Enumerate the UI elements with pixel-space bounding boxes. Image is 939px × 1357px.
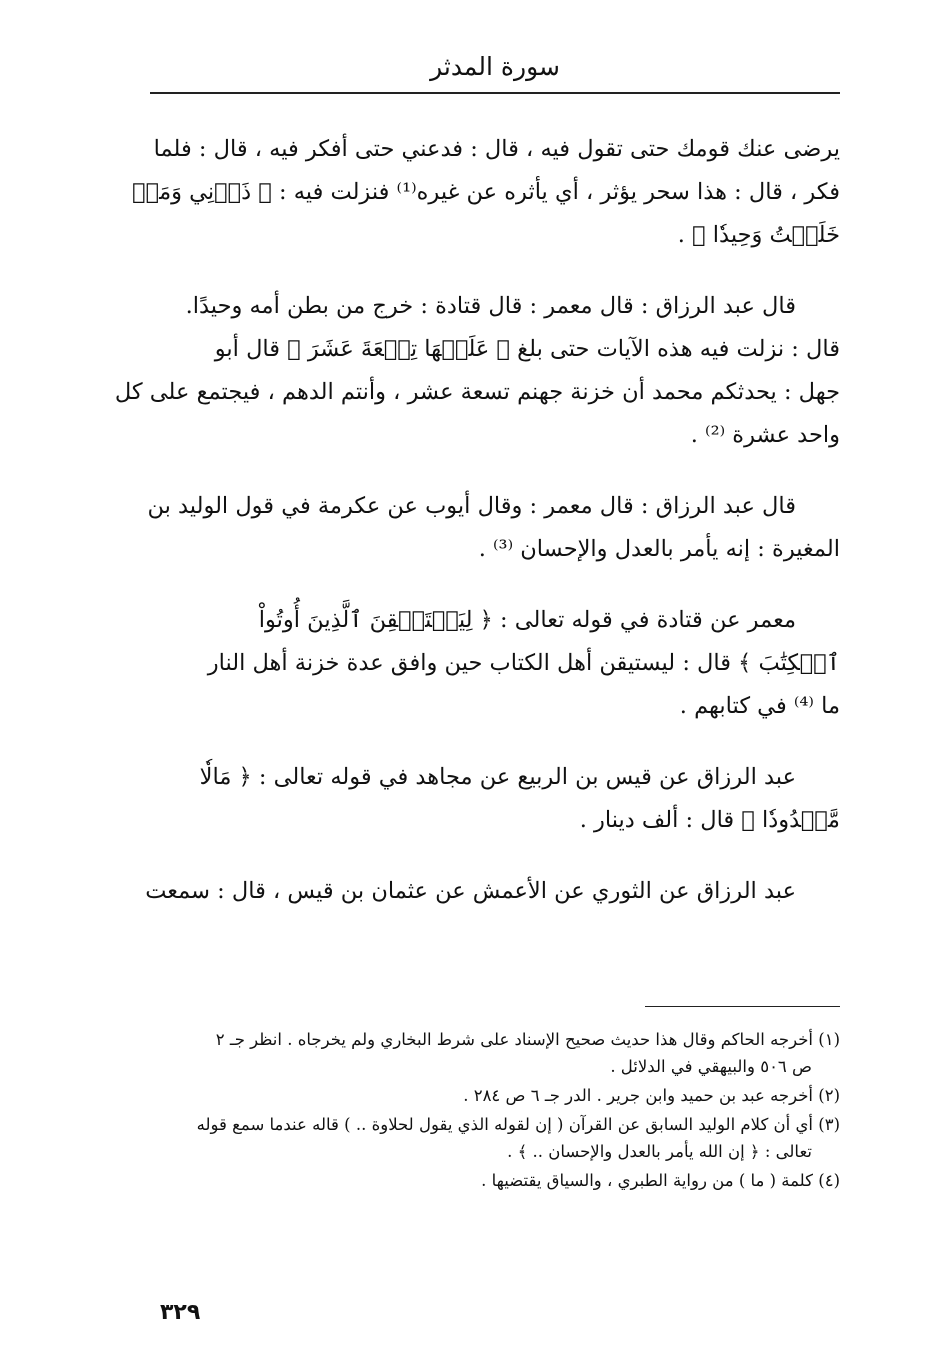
text-line: فكر ، قال : هذا سحر يؤثر ، أي يأثره عن غيره⁽¹⁾ فنزلت فيه : ﴿ ذَرۡنِي وَمَنۡ: [132, 179, 840, 205]
footnote-3: [150, 1111, 840, 1165]
footnote-line: تعالى : ﴿ إن الله يأمر بالعدل والإحسان .. ﴾ .: [507, 1142, 812, 1161]
paragraph-1: [132, 128, 840, 257]
text-line: مَّمۡدُودٗا ﴾ قال : ألف دينار .: [579, 807, 840, 833]
text-line: معمر عن قتادة في قوله تعالى : ﴿ لِيَسۡتَيۡقِنَ ٱلَّذِينَ أُوتُواْ: [258, 607, 796, 633]
page-number: ٣٢٩: [160, 1300, 201, 1325]
footnote-line: (٢) أخرجه عبد بن حميد وابن جرير . الدر جـ ٦ ص ٢٨٤ .: [463, 1086, 840, 1105]
text-line: قال عبد الرزاق : قال معمر : وقال أيوب عن عكرمة في قول الوليد بن: [147, 493, 796, 519]
text-line: ٱلۡكِتَٰبَ ﴾ قال : ليستيقن أهل الكتاب حين وافق عدة خزنة أهل النار: [207, 650, 840, 676]
text-line: عبد الرزاق عن قيس بن الربيع عن مجاهد في قوله تعالى : ﴿ مَالٗا: [199, 764, 796, 790]
text-line: يرضى عنك قومك حتى تقول فيه ، قال : فدعني حتى أفكر فيه ، قال : فلما: [153, 136, 840, 162]
text-line: واحد عشرة ⁽²⁾ .: [690, 422, 840, 448]
header-divider: [150, 92, 840, 94]
footnote-line: (٤) كلمة ( ما ) من رواية الطبري ، والسياق يقتضيها .: [481, 1171, 840, 1190]
text-line: قال عبد الرزاق : قال معمر : قال قتادة : خرج من بطن أمه وحيدًا.: [185, 293, 796, 319]
text-line: جهل : يحدثكم محمد أن خزنة جهنم تسعة عشر ، وأنتم الدهم ، فيجتمع على كل: [114, 379, 840, 405]
running-head-title: سورة المدثر: [430, 52, 560, 81]
footnote-1: [150, 1026, 840, 1080]
footnote-line: (٣) أي أن كلام الوليد السابق عن القرآن ( إن لقوله الذي يقول لحلاوة .. ) قاله عندما سمع قوله: [196, 1115, 840, 1134]
footnote-divider: [645, 1006, 840, 1007]
main-text: [114, 128, 840, 941]
text-line: خَلَقۡتُ وَحِيدٗا ﴾ .: [677, 222, 840, 248]
paragraph-6: [145, 870, 840, 913]
paragraph-4: [150, 599, 840, 728]
paragraph-3: [147, 485, 840, 571]
footnote-line: ص ٥٠٦ والبيهقي في الدلائل .: [610, 1057, 812, 1076]
footnote-2: [150, 1082, 840, 1109]
text-line: عبد الرزاق عن الثوري عن الأعمش عن عثمان بن قيس ، قال : سمعت: [145, 878, 796, 904]
footnote-4: [150, 1167, 840, 1194]
text-line: قال : نزلت فيه هذه الآيات حتى بلغ ﴿ عَلَيۡهَا تِسۡعَةَ عَشَرَ ﴾ قال أبو: [214, 336, 840, 362]
text-line: ما ⁽⁴⁾ في كتابهم .: [679, 693, 840, 719]
paragraph-5: [150, 756, 840, 842]
text-line: المغيرة : إنه يأمر بالعدل والإحسان ⁽³⁾ .: [478, 536, 840, 562]
paragraph-2: [114, 285, 840, 457]
footnote-line: (١) أخرجه الحاكم وقال هذا حديث صحيح الإسناد على شرط البخاري ولم يخرجاه . انظر جـ ٢: [215, 1030, 840, 1049]
footnotes: [150, 1026, 840, 1196]
